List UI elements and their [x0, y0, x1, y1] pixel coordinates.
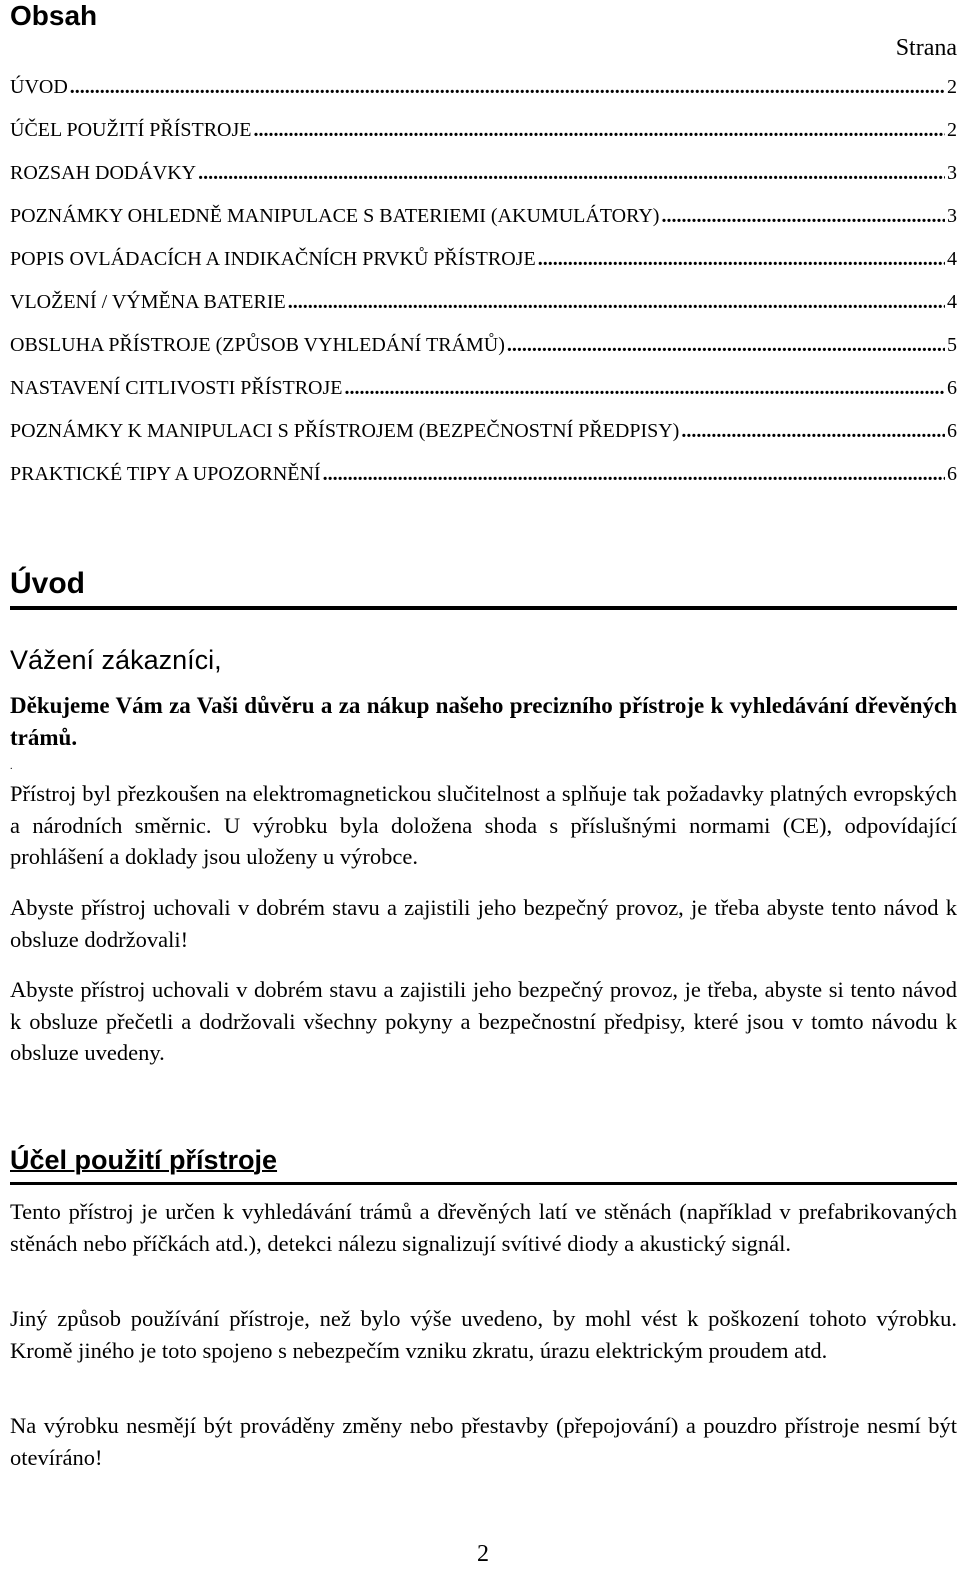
toc-entry-label: POZNÁMKY K MANIPULACI S PŘÍSTROJEM (BEZPEČNOSTNÍ PŘEDPISY) [10, 420, 680, 442]
toc-entry-page: 2 [947, 119, 957, 141]
ucel-paragraph-1: Tento přístroj je určen k vyhledávání trámů a dřevěných latí ve stěnách (například v prefabrikovaných stěnách nebo příčkách atd.), detekci nálezu signalizují svítivé diody a akustický signál. [10, 1199, 957, 1256]
toc-entry-page: 4 [947, 248, 957, 270]
toc-entry-page: 5 [947, 334, 957, 356]
stray-mark: . [10, 761, 13, 772]
toc-entry-page: 6 [947, 377, 957, 399]
toc-leader-dots [538, 238, 945, 281]
page-number: 2 [477, 1541, 489, 1567]
toc-leader-dots [70, 66, 945, 109]
ucel-paragraph-3: Na výrobku nesmějí být prováděny změny nebo přestavby (přepojování) a pouzdro přístroje nesmí být otevíráno! [10, 1413, 957, 1470]
toc-entry-page: 3 [947, 205, 957, 227]
section-heading-ucel-text: Účel použití přístroje [10, 1145, 278, 1175]
toc-leader-dots [288, 281, 945, 324]
section-heading-uvod: Úvod [10, 564, 957, 610]
toc-entry-baterie-poznamky[interactable] [10, 195, 957, 238]
toc-entry-rozsah[interactable] [10, 152, 957, 195]
toc-leader-dots [253, 109, 945, 152]
toc-leader-dots [507, 324, 945, 367]
toc-entry-label: ROZSAH DODÁVKY [10, 162, 197, 184]
toc-title: Obsah [10, 0, 98, 31]
toc-entry-page: 6 [947, 420, 957, 442]
toc-entry-obsluha[interactable] [10, 324, 957, 367]
toc-leader-dots [344, 367, 945, 410]
toc-page-header: Strana [895, 35, 957, 61]
toc-entry-page: 6 [947, 463, 957, 485]
uvod-paragraph-1: Přístroj byl přezkoušen na elektromagnetickou slučitelnost a splňuje tak požadavky platných evropských a národních směrnic. U výrobku byla doložena shoda s příslušnými normami (CE), odpovídající prohlášení a doklady jsou uloženy u výrobce. [10, 781, 957, 869]
toc-entry-label: ÚČEL POUŽITÍ PŘÍSTROJE [10, 119, 252, 141]
toc-entry-bezpecnost[interactable] [10, 410, 957, 453]
toc-leader-dots [198, 152, 945, 195]
toc-entry-page: 2 [947, 76, 957, 98]
toc-leader-dots [681, 410, 945, 453]
toc-entry-label: PRAKTICKÉ TIPY A UPOZORNĚNÍ [10, 463, 321, 485]
uvod-paragraph-2: Abyste přístroj uchovali v dobrém stavu a zajistili jeho bezpečný provoz, je třeba abyste tento návod k obsluze dodržovali! [10, 895, 957, 952]
toc-entry-uvod[interactable] [10, 66, 957, 109]
toc-entry-label: POPIS OVLÁDACÍCH A INDIKAČNÍCH PRVKŮ PŘÍSTROJE [10, 248, 536, 270]
greeting: Vážení zákazníci, [10, 645, 222, 675]
toc-leader-dots [661, 195, 945, 238]
toc-entry-citlivost[interactable] [10, 367, 957, 410]
toc-entry-label: ÚVOD [10, 76, 68, 98]
ucel-paragraph-2: Jiný způsob používání přístroje, než bylo výše uvedeno, by mohl vést k poškození tohoto výrobku. Kromě jiného je toto spojeno s nebezpečím vzniku zkratu, úrazu elektrickým proudem atd. [10, 1306, 957, 1363]
toc-entry-vlozeni[interactable] [10, 281, 957, 324]
toc-entry-popis[interactable] [10, 238, 957, 281]
toc-entry-label: POZNÁMKY OHLEDNĚ MANIPULACE S BATERIEMI (AKUMULÁTORY) [10, 205, 660, 227]
toc-entry-tipy[interactable] [10, 453, 957, 496]
toc-entry-label: VLOŽENÍ / VÝMĚNA BATERIE [10, 291, 286, 313]
toc-leader-dots [323, 453, 945, 496]
section-heading-ucel [10, 1140, 957, 1185]
table-of-contents [10, 66, 957, 496]
toc-entry-label: NASTAVENÍ CITLIVOSTI PŘÍSTROJE [10, 377, 343, 399]
toc-entry-page: 4 [947, 291, 957, 313]
toc-entry-label: OBSLUHA PŘÍSTROJE (ZPŮSOB VYHLEDÁNÍ TRÁMŮ) [10, 334, 505, 356]
thanks-paragraph: Děkujeme Vám za Vaši důvěru a za nákup našeho precizního přístroje k vyhledávání dřevěných trámů. [10, 693, 957, 750]
uvod-paragraph-3: Abyste přístroj uchovali v dobrém stavu a zajistili jeho bezpečný provoz, je třeba, abyste si tento návod k obsluze přečetli a dodržovali všechny pokyny a bezpečnostní předpisy, které jsou v tomto návodu k obsluze uvedeny. [10, 977, 957, 1065]
toc-entry-page: 3 [947, 162, 957, 184]
toc-entry-ucel[interactable] [10, 109, 957, 152]
